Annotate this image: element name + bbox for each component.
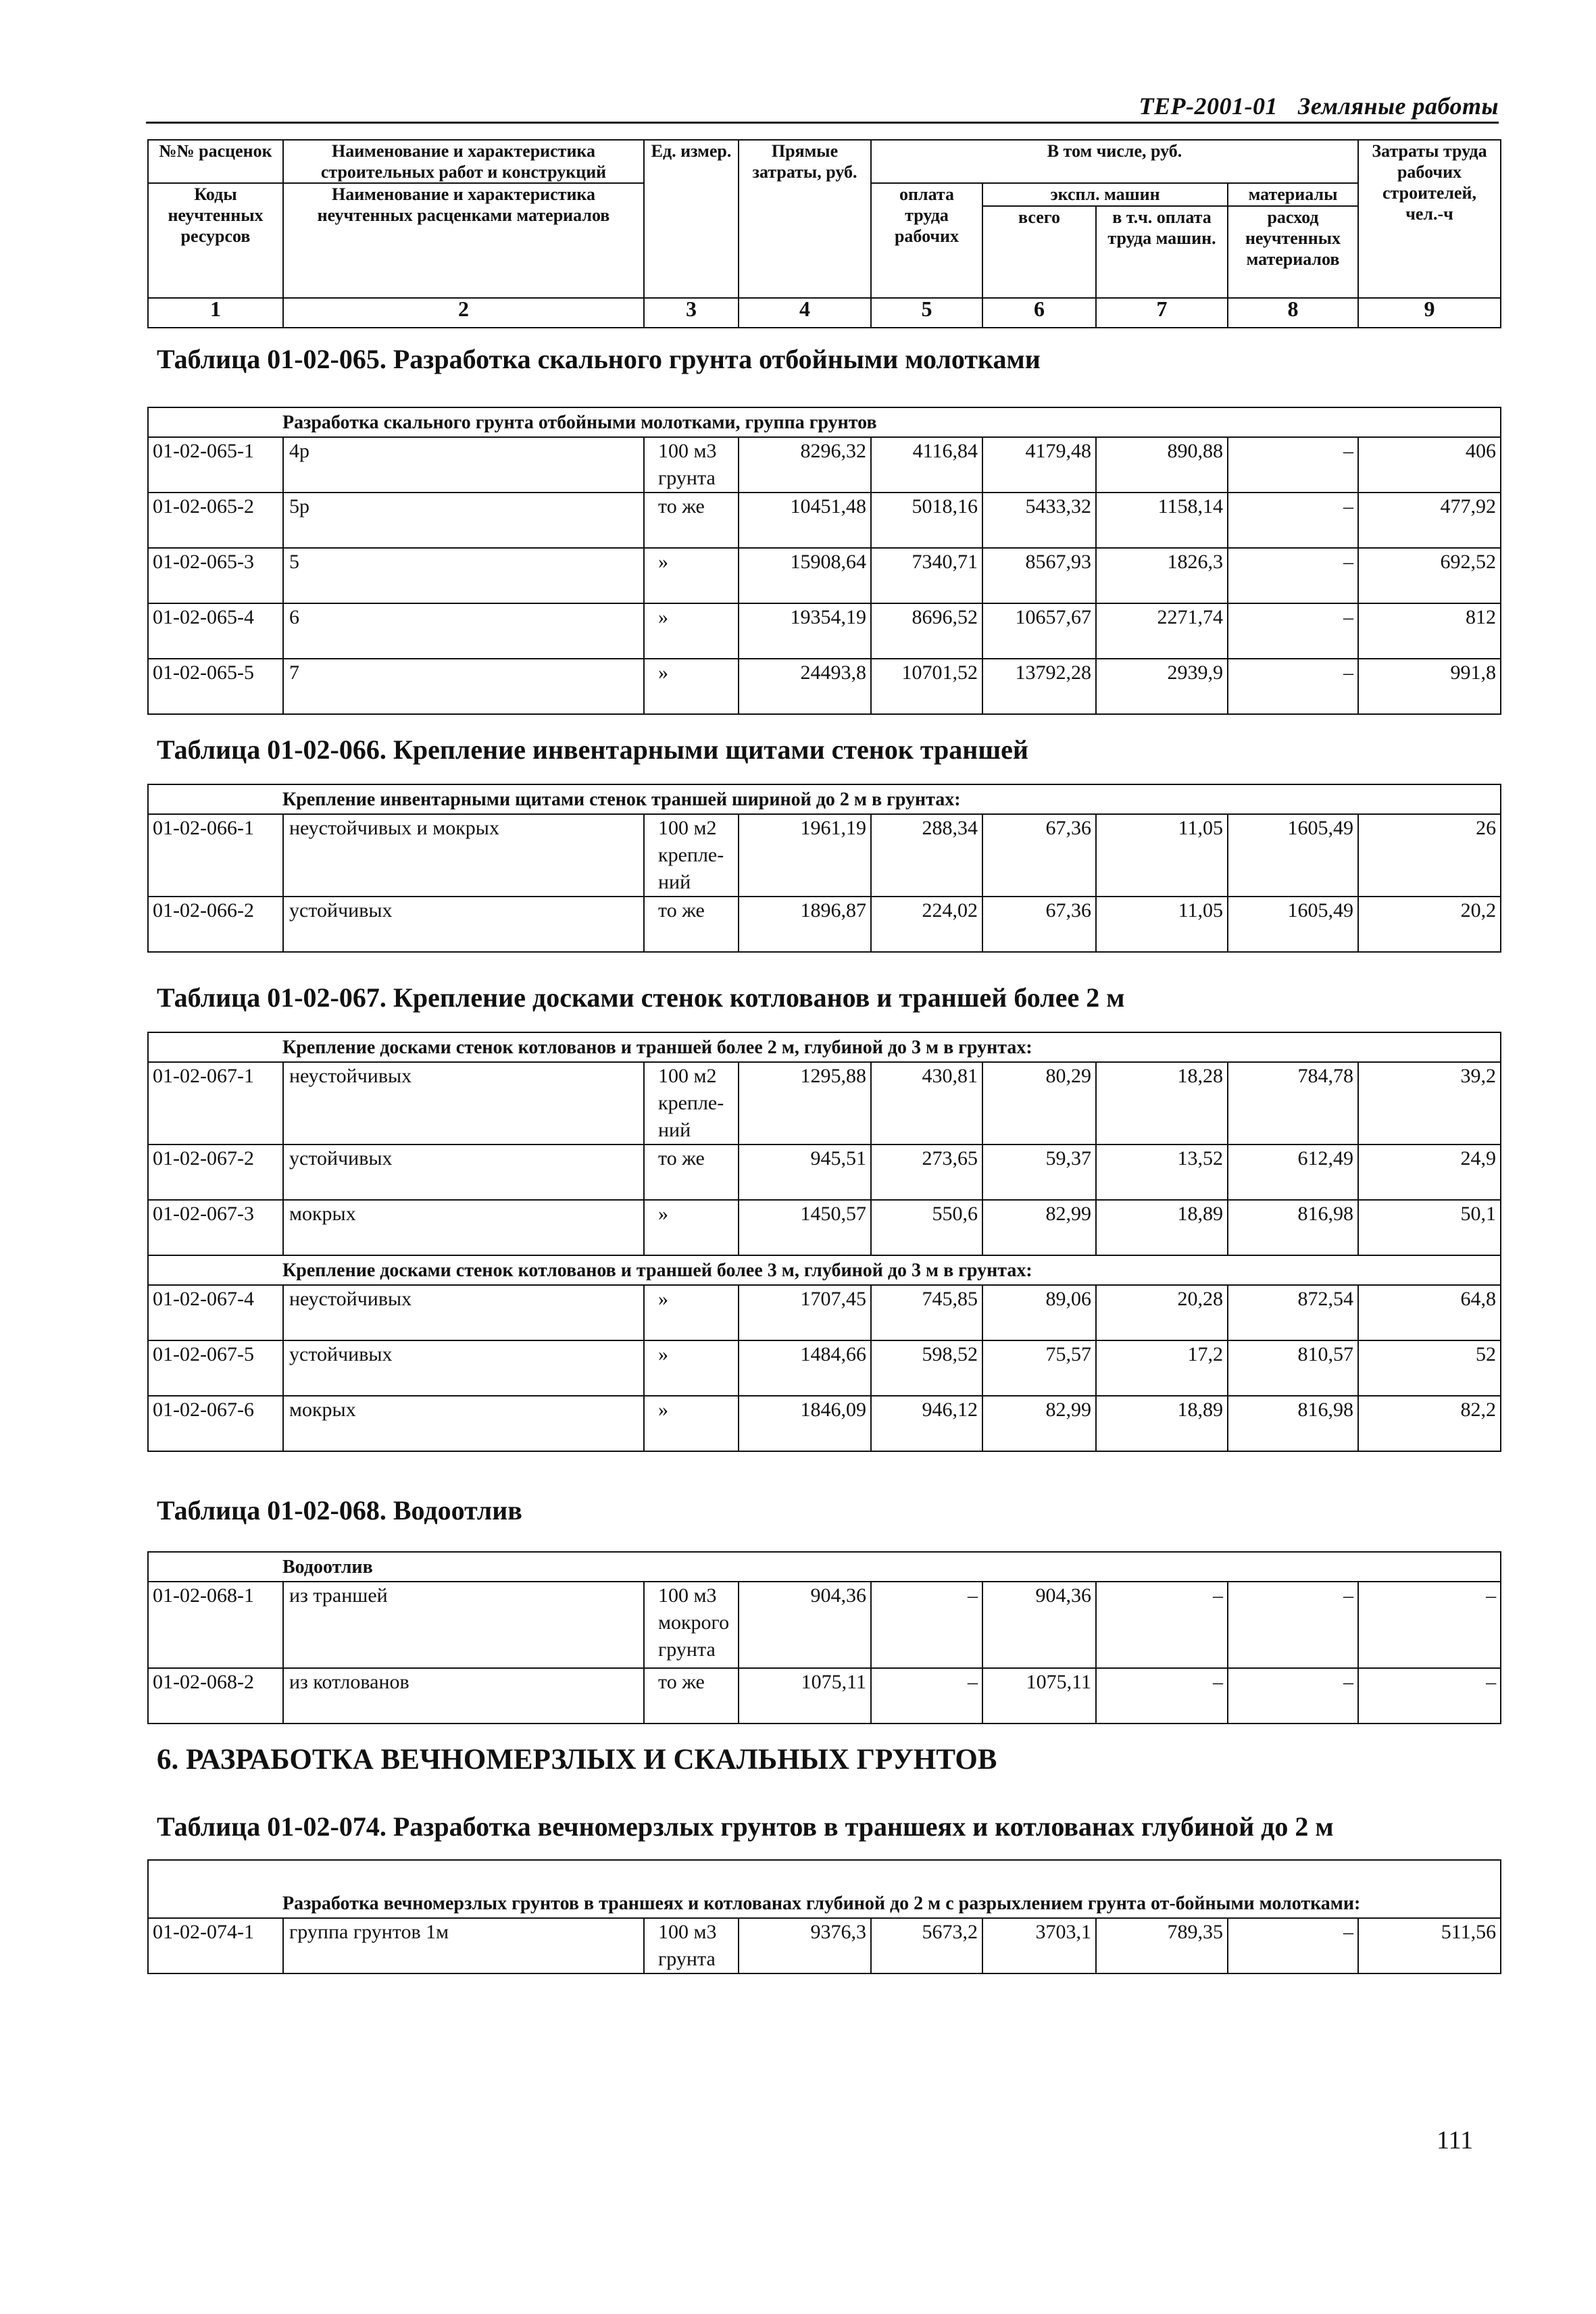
page-number: 111	[1437, 2126, 1474, 2155]
labor-pay-cell: 745,85	[871, 1285, 982, 1340]
machinist-pay-cell: 11,05	[1096, 897, 1228, 952]
labor-pay-cell: –	[871, 1668, 982, 1724]
direct-costs-cell: 1295,88	[739, 1062, 871, 1145]
labor-pay-cell: 10701,52	[871, 659, 982, 714]
rate-code-cell: 01-02-068-1	[148, 1582, 283, 1668]
direct-costs-cell: 15908,64	[739, 548, 871, 603]
labor-costs-cell: –	[1358, 1582, 1501, 1668]
direct-costs-cell: 1450,57	[739, 1200, 871, 1255]
work-name-cell: устойчивых	[283, 1145, 644, 1200]
machinist-pay-cell: 13,52	[1096, 1145, 1228, 1200]
group-heading-row	[148, 1032, 1501, 1062]
rate-table	[147, 784, 1501, 953]
rate-table	[147, 1032, 1501, 1452]
column-number: 2	[283, 298, 644, 328]
table-row	[148, 1145, 1501, 1200]
header-rates-no: №№ расценок	[148, 140, 283, 183]
material-usage-cell: –	[1228, 1582, 1358, 1668]
table-title: Таблица 01-02-067. Крепление досками стенок котлованов и траншей более 2 м	[157, 982, 1125, 1013]
material-usage-cell: –	[1228, 1918, 1358, 1973]
machinist-pay-cell: 2271,74	[1096, 603, 1228, 659]
labor-costs-cell: 812	[1358, 603, 1501, 659]
labor-pay-cell: 8696,52	[871, 603, 982, 659]
machinist-pay-cell: 20,28	[1096, 1285, 1228, 1340]
column-number: 5	[871, 298, 982, 328]
work-name-cell: 7	[283, 659, 644, 714]
table-row	[148, 1582, 1501, 1668]
labor-costs-cell: 511,56	[1358, 1918, 1501, 1973]
header-incl: В том числе, руб.	[871, 140, 1358, 183]
material-usage-cell: 872,54	[1228, 1285, 1358, 1340]
rate-code-cell: 01-02-074-1	[148, 1918, 283, 1973]
table-row	[148, 1396, 1501, 1451]
work-name-cell: неустойчивых и мокрых	[283, 814, 644, 897]
unit-cell: то же	[644, 897, 739, 952]
unit-cell: 100 м2 крепле-ний	[644, 1062, 739, 1145]
material-usage-cell: 1605,49	[1228, 897, 1358, 952]
labor-pay-cell: 430,81	[871, 1062, 982, 1145]
rate-code-cell: 01-02-066-1	[148, 814, 283, 897]
direct-costs-cell: 945,51	[739, 1145, 871, 1200]
work-name-cell: группа грунтов 1м	[283, 1918, 644, 1973]
machine-total-cell: 80,29	[982, 1062, 1096, 1145]
material-usage-cell: 784,78	[1228, 1062, 1358, 1145]
header-total: всего	[982, 206, 1096, 298]
header-labor-pay: оплата труда рабочих	[871, 183, 982, 298]
work-name-cell: 4р	[283, 437, 644, 493]
machinist-pay-cell: 789,35	[1096, 1918, 1228, 1973]
column-number: 1	[148, 298, 283, 328]
rate-code-cell: 01-02-065-3	[148, 548, 283, 603]
machinist-pay-cell: –	[1096, 1582, 1228, 1668]
work-name-cell: неустойчивых	[283, 1285, 644, 1340]
labor-pay-cell: 598,52	[871, 1340, 982, 1396]
column-number: 9	[1358, 298, 1501, 328]
rate-code-cell: 01-02-067-3	[148, 1200, 283, 1255]
unit-cell: »	[644, 603, 739, 659]
direct-costs-cell: 19354,19	[739, 603, 871, 659]
column-number: 3	[644, 298, 739, 328]
machinist-pay-cell: 17,2	[1096, 1340, 1228, 1396]
table-row	[148, 1918, 1501, 1973]
rate-table	[147, 407, 1501, 715]
rate-code-cell: 01-02-067-5	[148, 1340, 283, 1396]
group-heading-row	[148, 1255, 1501, 1285]
unit-cell: то же	[644, 1145, 739, 1200]
labor-costs-cell: 82,2	[1358, 1396, 1501, 1451]
table-title: Таблица 01-02-074. Разработка вечномерзлых грунтов в траншеях и котлованах глубиной до 2 м	[157, 1811, 1334, 1842]
header-labor-costs: Затраты труда рабочих строителей, чел.-ч	[1358, 140, 1501, 298]
machine-total-cell: 10657,67	[982, 603, 1096, 659]
rate-code-cell: 01-02-068-2	[148, 1668, 283, 1724]
direct-costs-cell: 1961,19	[739, 814, 871, 897]
table-row	[148, 1062, 1501, 1145]
section-name: Земляные работы	[1298, 93, 1499, 120]
column-number: 4	[739, 298, 871, 328]
material-usage-cell: 1605,49	[1228, 814, 1358, 897]
group-heading: Разработка скального грунта отбойными молотками, группа грунтов	[148, 407, 1501, 437]
section-heading: 6. РАЗРАБОТКА ВЕЧНОМЕРЗЛЫХ И СКАЛЬНЫХ ГРУНТОВ	[157, 1744, 997, 1776]
column-number: 8	[1228, 298, 1358, 328]
labor-costs-cell: 406	[1358, 437, 1501, 493]
material-usage-cell: –	[1228, 437, 1358, 493]
header-direct-costs: Прямые затраты, руб.	[739, 140, 871, 298]
labor-costs-cell: 26	[1358, 814, 1501, 897]
column-number: 7	[1096, 298, 1228, 328]
group-heading-row	[148, 407, 1501, 437]
machine-total-cell: 904,36	[982, 1582, 1096, 1668]
direct-costs-cell: 1075,11	[739, 1668, 871, 1724]
labor-pay-cell: 946,12	[871, 1396, 982, 1451]
running-header	[146, 92, 1499, 124]
labor-costs-cell: 692,52	[1358, 548, 1501, 603]
header-name-char: Наименование и характеристика строительных работ и конструкций	[283, 140, 644, 183]
table-row	[148, 548, 1501, 603]
table-row	[148, 1200, 1501, 1255]
group-heading: Крепление инвентарными щитами стенок траншей шириной до 2 м в грунтах:	[148, 784, 1501, 814]
unit-cell: то же	[644, 493, 739, 548]
material-usage-cell: –	[1228, 659, 1358, 714]
labor-pay-cell: 5018,16	[871, 493, 982, 548]
group-heading-row	[148, 784, 1501, 814]
table-title: Таблица 01-02-068. Водоотлив	[157, 1495, 522, 1526]
work-name-cell: 6	[283, 603, 644, 659]
unit-cell: 100 м2 крепле-ний	[644, 814, 739, 897]
group-heading-row	[148, 1552, 1501, 1582]
unit-cell: »	[644, 1285, 739, 1340]
machine-total-cell: 5433,32	[982, 493, 1096, 548]
machine-total-cell: 89,06	[982, 1285, 1096, 1340]
labor-pay-cell: 5673,2	[871, 1918, 982, 1973]
work-name-cell: мокрых	[283, 1396, 644, 1451]
machinist-pay-cell: 18,89	[1096, 1396, 1228, 1451]
header-codes-unaccounted: Коды неучтенных ресурсов	[148, 183, 283, 298]
labor-costs-cell: 991,8	[1358, 659, 1501, 714]
table-row	[148, 897, 1501, 952]
rate-table	[147, 1551, 1501, 1724]
labor-pay-cell: 550,6	[871, 1200, 982, 1255]
work-name-cell: из траншей	[283, 1582, 644, 1668]
machine-total-cell: 1075,11	[982, 1668, 1096, 1724]
labor-costs-cell: 39,2	[1358, 1062, 1501, 1145]
material-usage-cell: 816,98	[1228, 1396, 1358, 1451]
unit-cell: то же	[644, 1668, 739, 1724]
labor-costs-cell: 52	[1358, 1340, 1501, 1396]
machine-total-cell: 4179,48	[982, 437, 1096, 493]
machine-total-cell: 67,36	[982, 897, 1096, 952]
column-number: 6	[982, 298, 1096, 328]
direct-costs-cell: 9376,3	[739, 1918, 871, 1973]
rate-table	[147, 1859, 1501, 1974]
labor-costs-cell: 477,92	[1358, 493, 1501, 548]
machinist-pay-cell: –	[1096, 1668, 1228, 1724]
unit-cell: 100 м3 мокрого грунта	[644, 1582, 739, 1668]
direct-costs-cell: 24493,8	[739, 659, 871, 714]
table-row	[148, 814, 1501, 897]
header-name-unaccounted: Наименование и характеристика неучтенных расценками материалов	[283, 183, 644, 298]
table-title: Таблица 01-02-065. Разработка скального грунта отбойными молотками	[157, 344, 1041, 374]
direct-costs-cell: 8296,32	[739, 437, 871, 493]
column-header-table	[147, 139, 1501, 328]
machinist-pay-cell: 890,88	[1096, 437, 1228, 493]
unit-cell: 100 м3 грунта	[644, 1918, 739, 1973]
material-usage-cell: –	[1228, 493, 1358, 548]
unit-cell: »	[644, 659, 739, 714]
labor-pay-cell: 7340,71	[871, 548, 982, 603]
rate-code-cell: 01-02-067-2	[148, 1145, 283, 1200]
labor-costs-cell: 20,2	[1358, 897, 1501, 952]
table-row	[148, 1668, 1501, 1724]
material-usage-cell: 612,49	[1228, 1145, 1358, 1200]
table-row	[148, 1285, 1501, 1340]
material-usage-cell: 810,57	[1228, 1340, 1358, 1396]
unit-cell: 100 м3 грунта	[644, 437, 739, 493]
table-title: Таблица 01-02-066. Крепление инвентарными щитами стенок траншей	[157, 734, 1028, 765]
machine-total-cell: 75,57	[982, 1340, 1096, 1396]
rate-code-cell: 01-02-065-4	[148, 603, 283, 659]
group-heading: Крепление досками стенок котлованов и траншей более 3 м, глубиной до 3 м в грунтах:	[148, 1255, 1501, 1285]
machine-total-cell: 13792,28	[982, 659, 1096, 714]
rate-code-cell: 01-02-067-6	[148, 1396, 283, 1451]
material-usage-cell: –	[1228, 603, 1358, 659]
column-number-row	[148, 298, 1501, 328]
machine-total-cell: 82,99	[982, 1200, 1096, 1255]
rate-code-cell: 01-02-066-2	[148, 897, 283, 952]
labor-costs-cell: 64,8	[1358, 1285, 1501, 1340]
table-row	[148, 659, 1501, 714]
table-row	[148, 493, 1501, 548]
labor-pay-cell: 224,02	[871, 897, 982, 952]
direct-costs-cell: 1846,09	[739, 1396, 871, 1451]
direct-costs-cell: 904,36	[739, 1582, 871, 1668]
group-heading: Разработка вечномерзлых грунтов в траншеях и котлованах глубиной до 2 м с разрыхлением грунта от-бойными молотками:	[148, 1860, 1501, 1918]
labor-pay-cell: 4116,84	[871, 437, 982, 493]
rate-code-cell: 01-02-065-1	[148, 437, 283, 493]
direct-costs-cell: 1896,87	[739, 897, 871, 952]
unit-cell: »	[644, 1396, 739, 1451]
work-name-cell: из котлованов	[283, 1668, 644, 1724]
labor-costs-cell: 50,1	[1358, 1200, 1501, 1255]
work-name-cell: неустойчивых	[283, 1062, 644, 1145]
machine-total-cell: 67,36	[982, 814, 1096, 897]
table-row	[148, 603, 1501, 659]
unit-cell: »	[644, 1340, 739, 1396]
table-row	[148, 1340, 1501, 1396]
work-name-cell: мокрых	[283, 1200, 644, 1255]
header-material-usage: расход неучтенных материалов	[1228, 206, 1358, 298]
header-incl-machinists: в т.ч. оплата труда машин.	[1096, 206, 1228, 298]
material-usage-cell: –	[1228, 1668, 1358, 1724]
rate-code-cell: 01-02-067-4	[148, 1285, 283, 1340]
machinist-pay-cell: 11,05	[1096, 814, 1228, 897]
work-name-cell: 5	[283, 548, 644, 603]
machinist-pay-cell: 18,89	[1096, 1200, 1228, 1255]
table-row	[148, 437, 1501, 493]
machine-total-cell: 82,99	[982, 1396, 1096, 1451]
document-code: ТЕР-2001-01	[1139, 93, 1278, 120]
group-heading: Водоотлив	[148, 1552, 1501, 1582]
machinist-pay-cell: 2939,9	[1096, 659, 1228, 714]
rate-code-cell: 01-02-065-5	[148, 659, 283, 714]
group-heading: Крепление досками стенок котлованов и траншей более 2 м, глубиной до 3 м в грунтах:	[148, 1032, 1501, 1062]
work-name-cell: устойчивых	[283, 1340, 644, 1396]
material-usage-cell: –	[1228, 548, 1358, 603]
work-name-cell: 5р	[283, 493, 644, 548]
machine-total-cell: 3703,1	[982, 1918, 1096, 1973]
labor-pay-cell: –	[871, 1582, 982, 1668]
machinist-pay-cell: 1826,3	[1096, 548, 1228, 603]
direct-costs-cell: 1707,45	[739, 1285, 871, 1340]
machine-total-cell: 8567,93	[982, 548, 1096, 603]
machine-total-cell: 59,37	[982, 1145, 1096, 1200]
labor-pay-cell: 288,34	[871, 814, 982, 897]
unit-cell: »	[644, 548, 739, 603]
work-name-cell: устойчивых	[283, 897, 644, 952]
header-materials: материалы	[1228, 183, 1358, 206]
labor-costs-cell: –	[1358, 1668, 1501, 1724]
labor-costs-cell: 24,9	[1358, 1145, 1501, 1200]
machinist-pay-cell: 1158,14	[1096, 493, 1228, 548]
machinist-pay-cell: 18,28	[1096, 1062, 1228, 1145]
unit-cell: »	[644, 1200, 739, 1255]
direct-costs-cell: 10451,48	[739, 493, 871, 548]
direct-costs-cell: 1484,66	[739, 1340, 871, 1396]
header-machine-ops: экспл. машин	[982, 183, 1228, 206]
material-usage-cell: 816,98	[1228, 1200, 1358, 1255]
rate-code-cell: 01-02-067-1	[148, 1062, 283, 1145]
rate-code-cell: 01-02-065-2	[148, 493, 283, 548]
labor-pay-cell: 273,65	[871, 1145, 982, 1200]
group-heading-row	[148, 1860, 1501, 1918]
header-unit: Ед. измер.	[644, 140, 739, 298]
